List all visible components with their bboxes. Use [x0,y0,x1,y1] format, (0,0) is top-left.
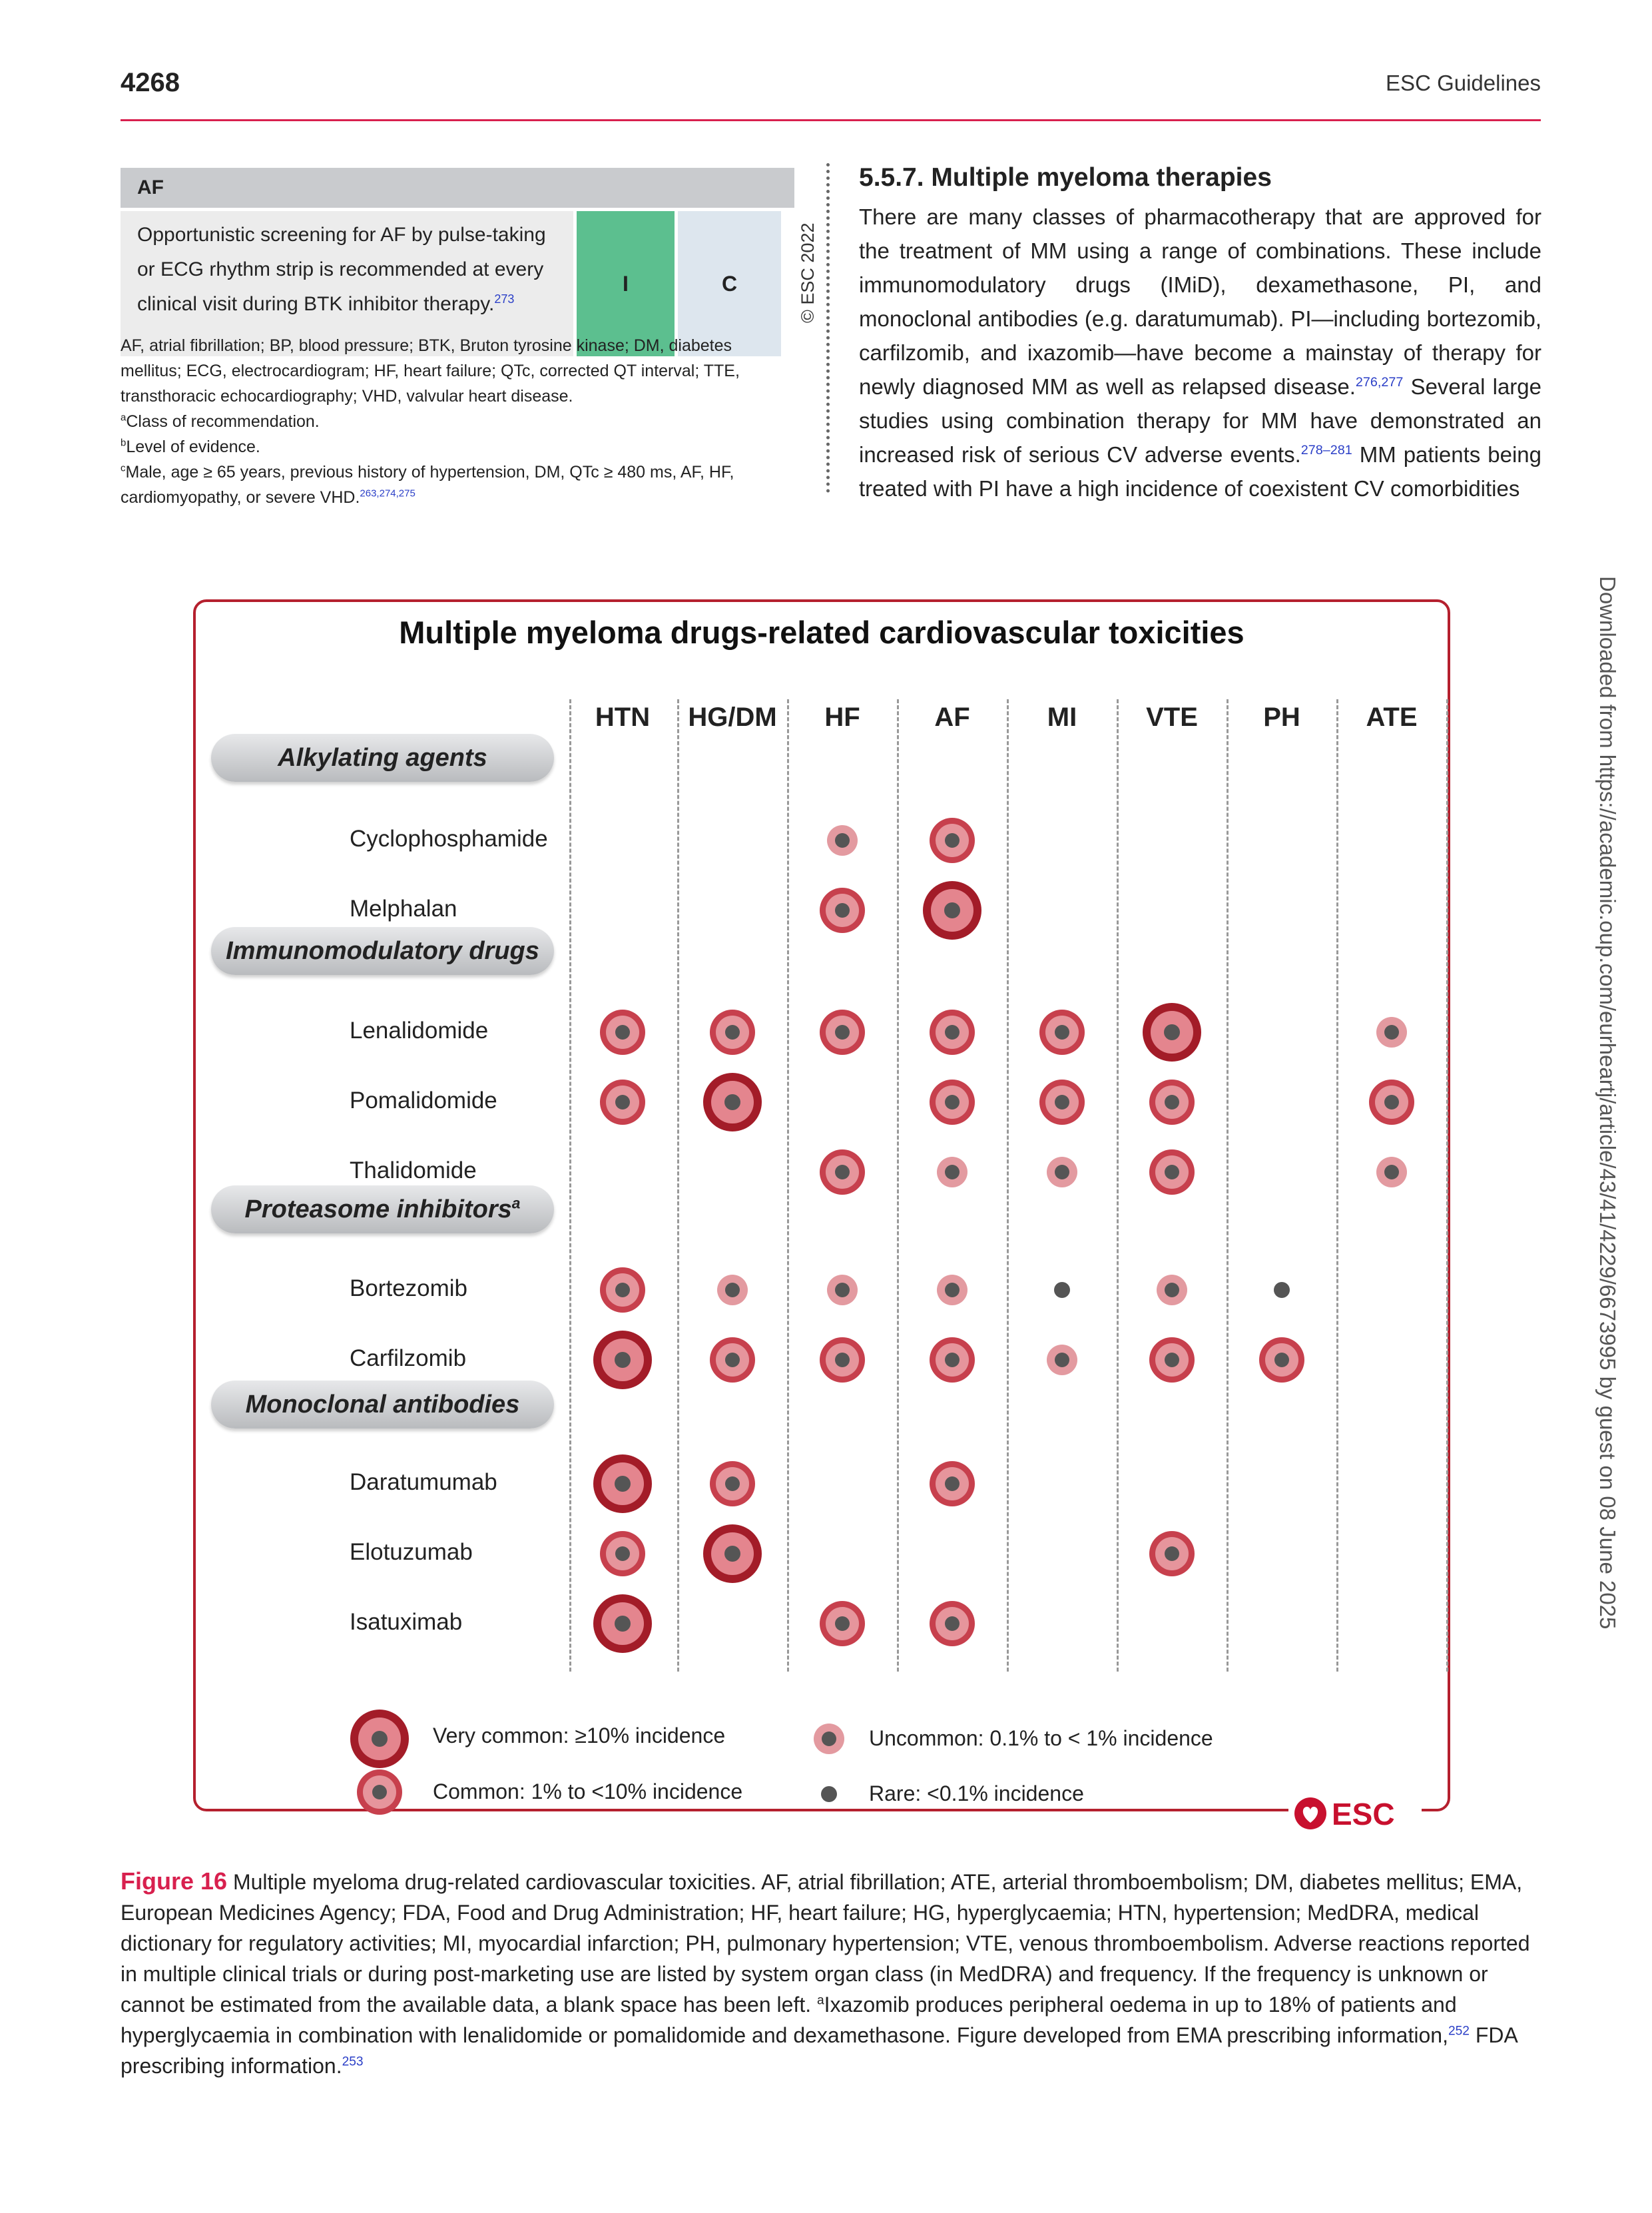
drug-class-label [211,1381,554,1428]
drug-class-label [211,927,554,975]
column-separator [1117,699,1119,1672]
toxicity-marker-common [600,1010,645,1055]
drug-name: Isatuximab [350,1609,463,1635]
toxicity-marker-uncommon [1157,1275,1187,1305]
toxicity-marker-very-common [703,1524,762,1583]
toxicity-marker-common [710,1010,755,1055]
toxicity-marker-common [820,1601,865,1646]
drug-name: Bortezomib [350,1275,468,1301]
drug-name: Thalidomide [350,1157,477,1183]
toxicity-marker-common [820,1149,865,1195]
legend-rare-label: Rare: <0.1% incidence [869,1781,1084,1805]
toxicity-marker-common [1259,1337,1304,1383]
section-title: 5.5.7. Multiple myeloma therapies [859,163,1272,192]
toxicity-marker-uncommon [1047,1157,1077,1187]
toxicity-marker-common [600,1080,645,1125]
toxicity-marker-common [1039,1080,1085,1125]
toxicity-marker-common [710,1337,755,1383]
toxicity-marker-very-common [923,881,981,940]
page-number: 4268 [121,68,180,97]
drug-name: Melphalan [350,896,457,922]
figure-title: Multiple myeloma drugs-related cardiovascular toxicities [399,615,1244,650]
toxicity-marker-very-common [703,1073,762,1131]
toxicity-marker-common [1149,1337,1195,1383]
esc-logo-text: ESC [1332,1797,1395,1831]
table-heading: AF [121,168,794,208]
toxicity-marker-uncommon [1047,1345,1077,1375]
toxicity-marker-rare [1054,1282,1070,1298]
toxicity-marker-very-common [593,1454,652,1513]
citation[interactable]: 252 [1448,2024,1470,2039]
drug-name: Lenalidomide [350,1018,489,1044]
section-body: There are many classes of pharmacotherapy that are approved for the treatment of MM using a range of combinations. These include immunomodulatory drugs (IMiD), dexamethasone, PI, and monoclonal antibodies (e.g. daratumumab). PI—including bortezomib, carfilzomib, and ixazomib—have become a mainstay of therapy for newly diagnosed MM as well as relapsed disease.$^{276,277}$ Several large studies using combination therapy for MM have demonstrated an increased risk of serious CV adverse events.$^{278-281}$ MM patients being treated with PI have a high incidence of coexistent CV comorbidities [859,204,1541,501]
toxicity-marker-uncommon [937,1157,967,1187]
column-separator [1446,699,1448,1672]
toxicity-marker-uncommon [827,825,858,856]
column-header: AF [934,703,970,732]
toxicity-marker-common [1149,1080,1195,1125]
legend-uncommon-label: Uncommon: 0.1% to < 1% incidence [869,1726,1213,1750]
heart-icon [1294,1797,1326,1829]
drug-name: Cyclophosphamide [350,826,548,852]
drug-class-name: Proteasome inhibitors [244,1195,512,1223]
table-footnotes [121,333,793,510]
column-separator [569,699,571,1672]
column-separator [1227,699,1229,1672]
toxicity-marker-common [600,1531,645,1576]
copyright-vertical [792,213,824,326]
recommendation-body: Opportunistic screening for AF by pulse-taking or ECG rhythm strip is recommended at every clinical visit during BTK inhibitor therapy. [137,224,546,315]
column-header: PH [1263,703,1300,732]
recommendation-ref[interactable]: 273 [494,292,515,306]
copyright-text: © ESC 2022 [798,222,818,323]
legend-uncommon-marker [814,1724,844,1754]
column-divider [826,163,830,493]
toxicity-marker-uncommon [827,1275,858,1305]
drug-class-name: Monoclonal antibodies [245,1391,520,1419]
toxicity-marker-common [1149,1531,1195,1576]
toxicity-marker-common [600,1267,645,1313]
running-title: ESC Guidelines [1386,71,1541,95]
drug-name: Pomalidomide [350,1088,497,1113]
citation[interactable]: 278–281 [1300,443,1352,458]
toxicity-marker-common [1039,1010,1085,1055]
column-separator [677,699,679,1672]
column-header: HG/DM [688,703,777,732]
level-cell: C [678,211,781,356]
figure-label: Figure 16 [121,1867,228,1895]
legend-common-label: Common: 1% to <10% incidence [433,1779,743,1803]
column-header: HTN [595,703,651,732]
toxicity-marker-uncommon [1376,1157,1407,1187]
drug-class-label [211,1185,554,1233]
toxicity-marker-rare [1274,1282,1290,1298]
toxicity-marker-uncommon [1376,1017,1407,1048]
column-header: HF [824,703,860,732]
header-rule [121,119,1541,121]
toxicity-marker-uncommon [937,1275,967,1305]
footnote-c: $^c$Male, age ≥ 65 years, previous history of hypertension, DM, QTc ≥ 480 ms, AF, HF, cardiomyopathy, or severe VHD.$^{263,274,275}$ [121,462,734,507]
toxicity-marker-common [820,888,865,933]
legend-very-common-label: Very common: ≥10% incidence [433,1724,726,1747]
figure-caption: Figure 16 Multiple myeloma drug-related cardiovascular toxicities. AF, atrial fibrillation; ATE, arterial thromboembolism; DM, diabetes mellitus; EMA, European Medicines Agency; FDA, Food and Drug Administration; HF, heart failure; HG, hyperglycaemia; HTN, hypertension; MedDRA, medical dictionary for regulatory activities; MI, myocardial infarction; PH, pulmonary hypertension; VTE, venous thromboembolism. Adverse reactions reported in multiple clinical trials or during post-marketing use are listed by system organ class (in MedDRA) and frequency. If the frequency is unknown or cannot be estimated from the available data, a blank space has been left. $^a$Ixazomib produces peripheral oedema in up to 18% of patients and hyperglycaemia in combination with lenalidomide or pomalidomide and dexamethasone. Figure developed from EMA prescribing information,$^{252}$ FDA prescribing information.$^{253}$ [121,1867,1530,2078]
toxicity-marker-uncommon [717,1275,748,1305]
toxicity-marker-common [820,1010,865,1055]
legend-common-marker [357,1769,402,1815]
toxicity-marker-very-common [1143,1003,1201,1062]
column-separator [787,699,789,1672]
toxicity-marker-common [930,818,975,863]
esc-logo [1288,1793,1422,1833]
drug-class-superscript: a [511,1194,521,1212]
column-separator [1007,699,1009,1672]
drug-name: Daratumumab [350,1469,497,1495]
drug-class-name: Alkylating agents [278,744,487,772]
toxicity-marker-very-common [593,1594,652,1653]
column-separator [1336,699,1338,1672]
download-note-text: Downloaded from https://academic.oup.com/eurheartj/article/43/41/4229/6673995 by guest on 08 June 2025 [1595,576,1620,1630]
citation[interactable]: 276,277 [1355,375,1404,390]
column-separator [897,699,899,1672]
toxicity-marker-common [820,1337,865,1383]
toxicity-marker-common [1149,1149,1195,1195]
legend-very-common-marker [350,1710,409,1768]
toxicity-marker-common [710,1461,755,1506]
footnote-a: $^a$Class of recommendation. [121,412,320,431]
download-note [1588,573,1628,1652]
toxicity-marker-very-common [593,1331,652,1389]
toxicity-marker-common [930,1010,975,1055]
drug-class-name: Immunomodulatory drugs [226,937,539,965]
column-header: VTE [1146,703,1198,732]
legend-rare-marker [821,1786,837,1802]
drug-name: Carfilzomib [350,1345,467,1371]
recommendation-table [121,168,794,356]
drug-class-label [211,734,554,782]
toxicity-marker-common [1369,1080,1414,1125]
toxicity-marker-common [930,1601,975,1646]
toxicity-marker-common [930,1080,975,1125]
citation[interactable]: 253 [342,2055,364,2069]
drug-name: Elotuzumab [350,1539,473,1565]
footnote-abbreviations: AF, atrial fibrillation; BP, blood pressure; BTK, Bruton tyrosine kinase; DM, diabetes mellitus; ECG, electrocardiogram; HF, heart failure; QTc, corrected QT interval; TTE, transthoracic echocardiography; VHD, valvular heart disease. [121,336,740,406]
column-header: MI [1047,703,1077,732]
footnote-b: $^b$Level of evidence. [121,437,260,456]
toxicity-marker-common [930,1337,975,1383]
column-header: ATE [1366,703,1418,732]
class-cell: I [577,211,675,356]
toxicity-marker-common [930,1461,975,1506]
